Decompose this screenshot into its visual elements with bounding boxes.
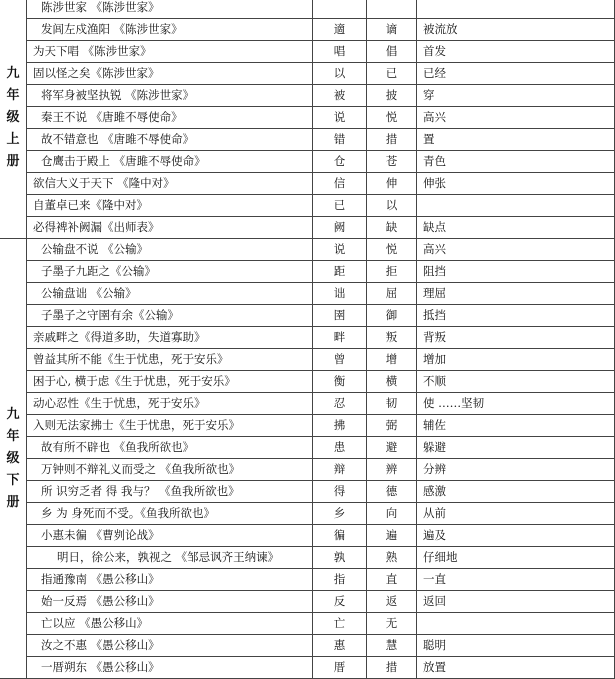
meaning-cell: 一直 bbox=[417, 569, 615, 591]
table-row bbox=[0, 217, 615, 239]
original-char-cell: 以 bbox=[313, 63, 367, 85]
meaning-cell: 返回 bbox=[417, 591, 615, 613]
meaning-cell: 首发 bbox=[417, 41, 615, 63]
original-char-cell: 距 bbox=[313, 261, 367, 283]
meaning-cell: 置 bbox=[417, 129, 615, 151]
tongjia-char-cell: 屈 bbox=[367, 283, 417, 305]
table-row bbox=[0, 41, 615, 63]
table-row bbox=[0, 547, 615, 569]
table-row bbox=[0, 371, 615, 393]
original-char-cell: 孰 bbox=[313, 547, 367, 569]
original-char-cell: 唱 bbox=[313, 41, 367, 63]
meaning-cell: 高兴 bbox=[417, 239, 615, 261]
original-char-cell: 已 bbox=[313, 195, 367, 217]
original-char-cell: 厝 bbox=[313, 657, 367, 679]
sentence-cell: 入则无法家拂士《生于忧患，死于安乐》 bbox=[27, 415, 313, 437]
meaning-cell bbox=[417, 0, 615, 19]
sentence-cell: 困于心, 横于虑《生于忧患，死于安乐》 bbox=[27, 371, 313, 393]
meaning-cell: 高兴 bbox=[417, 107, 615, 129]
tongjia-char-cell: 缺 bbox=[367, 217, 417, 239]
tongjia-char-cell bbox=[367, 0, 417, 19]
meaning-cell: 感激 bbox=[417, 481, 615, 503]
tongjia-char-cell: 叛 bbox=[367, 327, 417, 349]
tongjia-char-cell: 悦 bbox=[367, 239, 417, 261]
table-row bbox=[0, 327, 615, 349]
meaning-cell: 穿 bbox=[417, 85, 615, 107]
table-row bbox=[0, 85, 615, 107]
table-row bbox=[0, 239, 615, 261]
tongjia-char-cell: 遍 bbox=[367, 525, 417, 547]
tongjia-char-cell: 倡 bbox=[367, 41, 417, 63]
sentence-cell: 指通豫南 《愚公移山》 bbox=[27, 569, 313, 591]
original-char-cell: 惠 bbox=[313, 635, 367, 657]
tongjia-char-cell: 熟 bbox=[367, 547, 417, 569]
table-row bbox=[0, 569, 615, 591]
original-char-cell: 亡 bbox=[313, 613, 367, 635]
table-row bbox=[0, 657, 615, 679]
tongjia-char-cell: 披 bbox=[367, 85, 417, 107]
meaning-cell: 增加 bbox=[417, 349, 615, 371]
tongjia-char-cell: 韧 bbox=[367, 393, 417, 415]
tongjia-char-cell: 返 bbox=[367, 591, 417, 613]
table-row bbox=[0, 151, 615, 173]
tongjia-char-cell: 直 bbox=[367, 569, 417, 591]
meaning-cell: 从前 bbox=[417, 503, 615, 525]
original-char-cell: 指 bbox=[313, 569, 367, 591]
table-row bbox=[0, 349, 615, 371]
sentence-cell: 子墨子之守圉有余《公输》 bbox=[27, 305, 313, 327]
table-row bbox=[0, 173, 615, 195]
meaning-cell: 缺点 bbox=[417, 217, 615, 239]
sentence-cell: 将军身被坚执锐 《陈涉世家》 bbox=[27, 85, 313, 107]
sentence-cell: 始一反焉 《愚公移山》 bbox=[27, 591, 313, 613]
table-row bbox=[0, 305, 615, 327]
tongjia-char-cell: 慧 bbox=[367, 635, 417, 657]
original-char-cell: 圉 bbox=[313, 305, 367, 327]
sentence-cell: 欲信大义于天下 《隆中对》 bbox=[27, 173, 313, 195]
sentence-cell: 仓鹰击于殿上 《唐雎不辱使命》 bbox=[27, 151, 313, 173]
sentence-cell: 万钟则不辩礼义而受之 《鱼我所欲也》 bbox=[27, 459, 313, 481]
meaning-cell bbox=[417, 613, 615, 635]
grade-section-label: 九 年 级 下 册 bbox=[0, 239, 27, 679]
table-row bbox=[0, 525, 615, 547]
sentence-cell: 为天下唱 《陈涉世家》 bbox=[27, 41, 313, 63]
table-row bbox=[0, 503, 615, 525]
sentence-cell: 自董卓已来《隆中对》 bbox=[27, 195, 313, 217]
original-char-cell: 拂 bbox=[313, 415, 367, 437]
meaning-cell: 抵挡 bbox=[417, 305, 615, 327]
tongjia-char-cell: 德 bbox=[367, 481, 417, 503]
sentence-cell: 子墨子九距之《公输》 bbox=[27, 261, 313, 283]
meaning-cell: 聪明 bbox=[417, 635, 615, 657]
original-char-cell: 说 bbox=[313, 239, 367, 261]
grade-section-label: 九 年 级 上 册 bbox=[0, 0, 27, 239]
table-row bbox=[0, 195, 615, 217]
sentence-cell: 固以怪之矣《陈涉世家》 bbox=[27, 63, 313, 85]
sentence-cell: 乡 为 身死而不受。《鱼我所欲也》 bbox=[27, 503, 313, 525]
table-row bbox=[0, 63, 615, 85]
original-char-cell: 乡 bbox=[313, 503, 367, 525]
meaning-cell: 已经 bbox=[417, 63, 615, 85]
tongjia-char-cell: 伸 bbox=[367, 173, 417, 195]
original-char-cell: 被 bbox=[313, 85, 367, 107]
original-char-cell: 畔 bbox=[313, 327, 367, 349]
meaning-cell: 放置 bbox=[417, 657, 615, 679]
sentence-cell: 一厝朔东 《愚公移山》 bbox=[27, 657, 313, 679]
tongjia-char-cell: 措 bbox=[367, 129, 417, 151]
table-row bbox=[0, 415, 615, 437]
sentence-cell: 故有所不辟也 《鱼我所欲也》 bbox=[27, 437, 313, 459]
table-row bbox=[0, 129, 615, 151]
original-char-cell: 仓 bbox=[313, 151, 367, 173]
table-row bbox=[0, 393, 615, 415]
meaning-cell: 青色 bbox=[417, 151, 615, 173]
tongjia-char-cell: 谪 bbox=[367, 19, 417, 41]
table-row bbox=[0, 481, 615, 503]
tongjia-char-cell: 增 bbox=[367, 349, 417, 371]
original-char-cell: 反 bbox=[313, 591, 367, 613]
tongjia-char-cell: 以 bbox=[367, 195, 417, 217]
tongjia-char-cell: 御 bbox=[367, 305, 417, 327]
sentence-cell: 小惠未徧 《曹刿论战》 bbox=[27, 525, 313, 547]
table-row bbox=[0, 591, 615, 613]
sentence-cell: 明日，徐公来，孰视之 《邹忌讽齐王纳谏》 bbox=[27, 547, 313, 569]
sentence-cell: 动心忍性《生于忧患，死于安乐》 bbox=[27, 393, 313, 415]
meaning-cell: 辅佐 bbox=[417, 415, 615, 437]
original-char-cell: 曾 bbox=[313, 349, 367, 371]
original-char-cell: 忍 bbox=[313, 393, 367, 415]
original-char-cell: 说 bbox=[313, 107, 367, 129]
sentence-cell: 亡以应 《愚公移山》 bbox=[27, 613, 313, 635]
table-row bbox=[0, 459, 615, 481]
sentence-cell: 发闾左戍渔阳 《陈涉世家》 bbox=[27, 19, 313, 41]
meaning-cell: 使 ……坚韧 bbox=[417, 393, 615, 415]
original-char-cell: 辩 bbox=[313, 459, 367, 481]
original-char-cell: 得 bbox=[313, 481, 367, 503]
sentence-cell: 陈涉世家 《陈涉世家》 bbox=[27, 0, 313, 19]
sentence-cell: 秦王不说 《唐雎不辱使命》 bbox=[27, 107, 313, 129]
meaning-cell: 阻挡 bbox=[417, 261, 615, 283]
meaning-cell: 被流放 bbox=[417, 19, 615, 41]
table-row bbox=[0, 107, 615, 129]
table-row bbox=[0, 635, 615, 657]
sentence-cell: 亲戚畔之《得道多助，失道寡助》 bbox=[27, 327, 313, 349]
tongjia-char-cell: 向 bbox=[367, 503, 417, 525]
meaning-cell: 仔细地 bbox=[417, 547, 615, 569]
original-char-cell: 患 bbox=[313, 437, 367, 459]
sentence-cell: 公输盘诎 《公输》 bbox=[27, 283, 313, 305]
sentence-cell: 公输盘不说 《公输》 bbox=[27, 239, 313, 261]
meaning-cell: 遍及 bbox=[417, 525, 615, 547]
table-row bbox=[0, 613, 615, 635]
meaning-cell: 背叛 bbox=[417, 327, 615, 349]
tongjia-char-cell: 避 bbox=[367, 437, 417, 459]
meaning-cell: 分辨 bbox=[417, 459, 615, 481]
original-char-cell: 信 bbox=[313, 173, 367, 195]
tongjia-char-cell: 措 bbox=[367, 657, 417, 679]
tongjia-char-cell: 无 bbox=[367, 613, 417, 635]
meaning-cell: 躲避 bbox=[417, 437, 615, 459]
sentence-cell: 所 识穷乏者 得 我与？ 《鱼我所欲也》 bbox=[27, 481, 313, 503]
meaning-cell: 不顺 bbox=[417, 371, 615, 393]
tongjia-char-cell: 拒 bbox=[367, 261, 417, 283]
tongjia-char-cell: 已 bbox=[367, 63, 417, 85]
sentence-cell: 汝之不惠 《愚公移山》 bbox=[27, 635, 313, 657]
tongjia-char-cell: 横 bbox=[367, 371, 417, 393]
original-char-cell: 徧 bbox=[313, 525, 367, 547]
tongjia-char-cell: 弼 bbox=[367, 415, 417, 437]
meaning-cell: 伸张 bbox=[417, 173, 615, 195]
tongjia-char-cell: 苍 bbox=[367, 151, 417, 173]
original-char-cell bbox=[313, 0, 367, 19]
table-row bbox=[0, 261, 615, 283]
original-char-cell: 错 bbox=[313, 129, 367, 151]
original-char-cell: 诎 bbox=[313, 283, 367, 305]
tongjia-char-cell: 辨 bbox=[367, 459, 417, 481]
table-row bbox=[0, 437, 615, 459]
original-char-cell: 阙 bbox=[313, 217, 367, 239]
meaning-cell bbox=[417, 195, 615, 217]
sentence-cell: 曾益其所不能《生于忧患，死于安乐》 bbox=[27, 349, 313, 371]
original-char-cell: 適 bbox=[313, 19, 367, 41]
table-row bbox=[0, 0, 615, 19]
original-char-cell: 衡 bbox=[313, 371, 367, 393]
meaning-cell: 理屈 bbox=[417, 283, 615, 305]
tongjia-char-cell: 悦 bbox=[367, 107, 417, 129]
table-row bbox=[0, 19, 615, 41]
sentence-cell: 故不错意也 《唐雎不辱使命》 bbox=[27, 129, 313, 151]
sentence-cell: 必得裨补阙漏《出师表》 bbox=[27, 217, 313, 239]
table-row bbox=[0, 283, 615, 305]
